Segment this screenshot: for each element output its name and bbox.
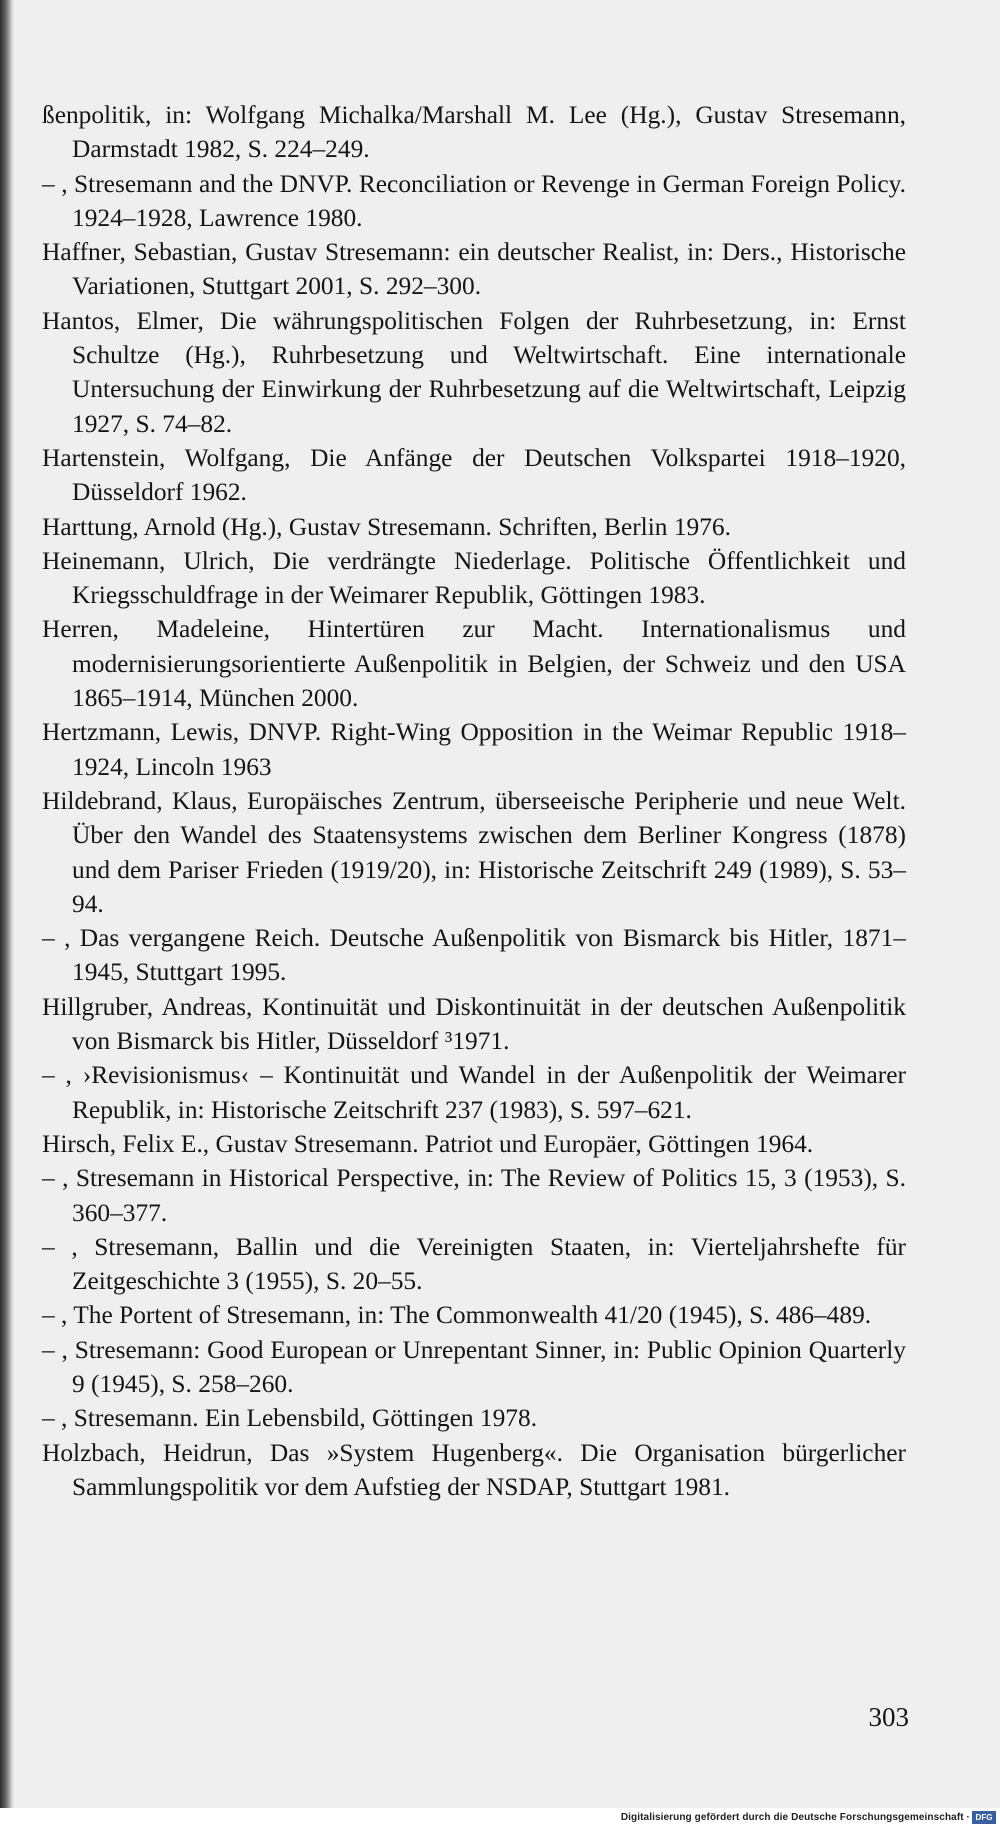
- bibliography-list: [42, 98, 906, 1504]
- binding-shadow: [0, 0, 14, 1808]
- bibliography-entry: – , Das vergangene Reich. Deutsche Außenpolitik von Bismarck bis Hitler, 1871–1945, Stuttgart 1995.: [42, 924, 906, 987]
- bibliography-entry: Heinemann, Ulrich, Die verdrängte Niederlage. Politische Öffentlichkeit und Kriegsschuldfrage in der Weimarer Republik, Göttingen 1983.: [42, 546, 906, 610]
- bibliography-entry: – , Stresemann: Good European or Unrepentant Sinner, in: Public Opinion Quarterly 9 (1945), S. 258–260.: [42, 1335, 906, 1398]
- bibliography-entry: Harttung, Arnold (Hg.), Gustav Stresemann. Schriften, Berlin 1976.: [42, 512, 731, 541]
- page-number: 303: [868, 1702, 909, 1732]
- bibliography-entry: – , The Portent of Stresemann, in: The Commonwealth 41/20 (1945), S. 486–489.: [42, 1301, 872, 1330]
- bibliography-entry: Hartenstein, Wolfgang, Die Anfänge der Deutschen Volkspartei 1918–1920, Düsseldorf 1962.: [42, 443, 906, 507]
- bibliography-entry: Holzbach, Heidrun, Das »System Hugenberg«. Die Organisation bürgerlicher Sammlungspolitik vor dem Aufstieg der NSDAP, Stuttgart 1981.: [42, 1438, 906, 1501]
- bibliography-entry: ßenpolitik, in: Wolfgang Michalka/Marshall M. Lee (Hg.), Gustav Stresemann, Darmstadt 1982, S. 224–249.: [42, 101, 906, 164]
- bibliography-entry: – , ›Revisionismus‹ – Kontinuität und Wandel in der Außenpolitik der Weimarer Republik, in: Historische Zeitschrift 237 (1983), S. 597–621.: [42, 1061, 906, 1124]
- bibliography-entry: – , Stresemann. Ein Lebensbild, Göttingen 1978.: [42, 1404, 538, 1433]
- digitization-footer: [0, 1808, 1000, 1828]
- bibliography-entry: Haffner, Sebastian, Gustav Stresemann: ein deutscher Realist, in: Ders., Historische Variationen, Stuttgart 2001, S. 292–300.: [42, 238, 906, 301]
- bibliography-entry: Hildebrand, Klaus, Europäisches Zentrum, überseeische Peripherie und neue Welt. Über den Wandel des Staatensystems zwischen dem Berliner Kongress (1878) und dem Pariser Frieden (1919/20), in: Historische Zeitschrift 249 (1989), S. 53–94.: [42, 786, 906, 918]
- bibliography-entry: – , Stresemann and the DNVP. Reconciliation or Revenge in German Foreign Policy. 1924–1928, Lawrence 1980.: [42, 169, 906, 232]
- bibliography-entry: Herren, Madeleine, Hintertüren zur Macht. Internationalismus und modernisierungsorientierte Außenpolitik in Belgien, der Schweiz und den USA 1865–1914, München 2000.: [42, 615, 906, 713]
- bibliography-entry: Hirsch, Felix E., Gustav Stresemann. Patriot und Europäer, Göttingen 1964.: [42, 1129, 814, 1158]
- dfg-logo: DFG: [972, 1811, 996, 1824]
- bibliography-entry: Hantos, Elmer, Die währungspolitischen Folgen der Ruhrbesetzung, in: Ernst Schultze (Hg.), Ruhrbesetzung und Weltwirtschaft. Eine internationale Untersuchung der Einwirkung der Ruhrbesetzung auf die Weltwirtschaft, Leipzig 1927, S. 74–82.: [42, 306, 906, 438]
- bibliography-entry: Hertzmann, Lewis, DNVP. Right-Wing Opposition in the Weimar Republic 1918–1924, Lincoln 1963: [42, 718, 906, 781]
- footer-credit: Digitalisierung gefördert durch die Deutsche Forschungsgemeinschaft ·: [620, 1812, 970, 1823]
- bibliography-entry: – , Stresemann in Historical Perspective, in: The Review of Politics 15, 3 (1953), S. 360–377.: [42, 1164, 906, 1227]
- bibliography-entry: Hillgruber, Andreas, Kontinuität und Diskontinuität in der deutschen Außenpolitik von Bismarck bis Hitler, Düsseldorf ³1971.: [42, 992, 906, 1056]
- bibliography-entry: – , Stresemann, Ballin und die Vereinigten Staaten, in: Vierteljahrshefte für Zeitgeschichte 3 (1955), S. 20–55.: [42, 1232, 906, 1296]
